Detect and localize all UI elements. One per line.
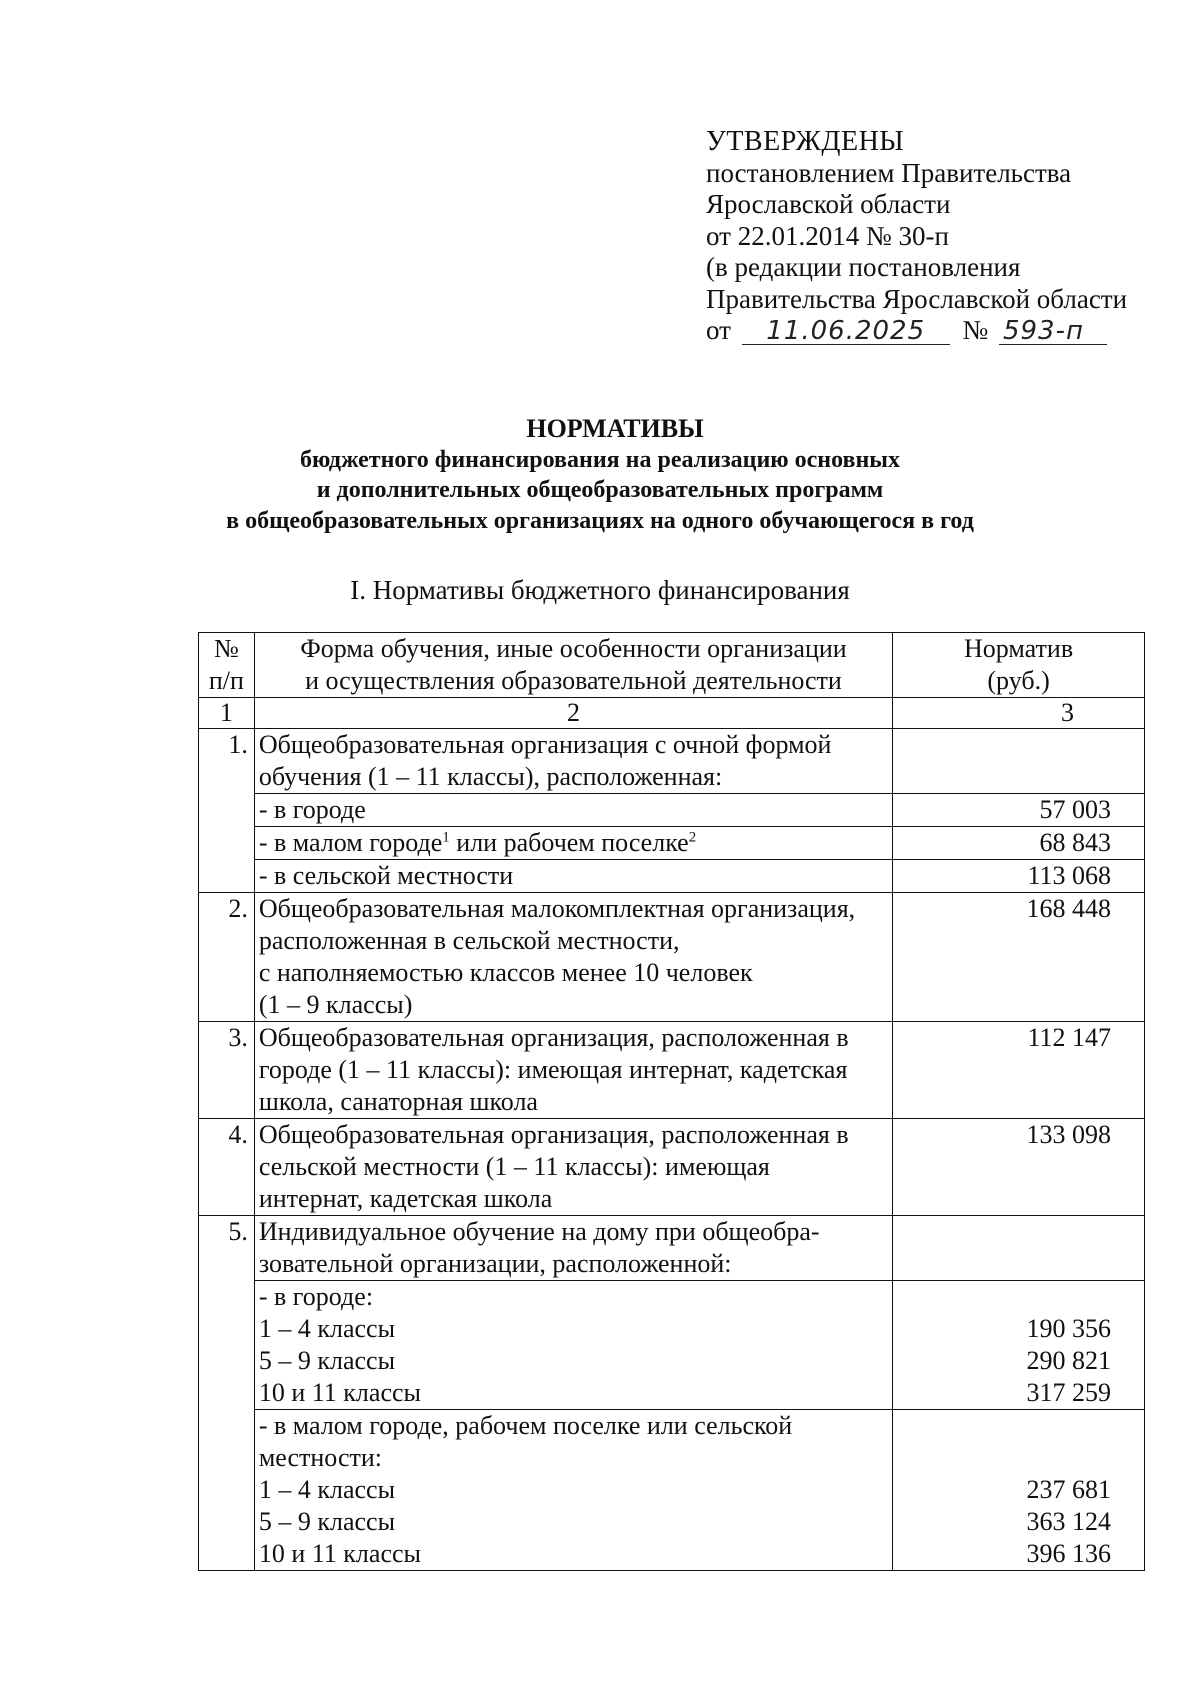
header-text: (руб.) <box>987 666 1050 695</box>
approval-line: Правительства Ярославской области <box>706 283 1128 314</box>
value-spacer <box>897 1410 1111 1442</box>
row-number-text: 4. <box>228 1120 248 1149</box>
row-text: - в городе <box>254 794 892 827</box>
footnote-mark: 2 <box>688 829 697 846</box>
header-form <box>254 633 892 698</box>
header-text: и осуществления образовательной деятельности <box>305 666 842 695</box>
row-value: 113 068 <box>893 860 1145 893</box>
row-text <box>254 1022 892 1119</box>
column-number: 1 <box>199 698 255 729</box>
row-text-line: школа, санаторная школа <box>258 1087 538 1116</box>
value-spacer <box>897 1442 1111 1474</box>
row-text-line: Общеобразовательная малокомплектная организация, <box>258 894 856 923</box>
row-value: 112 147 <box>893 1022 1145 1119</box>
row-text-line: Индивидуальное обучение на дому при общеобра- <box>258 1217 820 1246</box>
table-row <box>199 827 1145 860</box>
row-value <box>893 1410 1145 1571</box>
table-row <box>199 860 1145 893</box>
row-text-line: 10 и 11 классы <box>258 1378 421 1407</box>
heading-title: НОРМАТИВЫ <box>526 414 704 443</box>
row-text <box>254 1410 892 1571</box>
footnote-mark: 1 <box>442 829 450 846</box>
header-number <box>199 633 255 698</box>
table-row <box>199 794 1145 827</box>
column-number: 2 <box>254 698 892 729</box>
column-number-row <box>199 698 1145 729</box>
column-number: 3 <box>893 698 1145 729</box>
row-value-line: 290 821 <box>1026 1346 1111 1375</box>
date-prefix: от <box>706 315 731 345</box>
handwritten-number: 593-п <box>999 318 1107 345</box>
row-number <box>199 1119 255 1216</box>
row-number <box>199 1022 255 1119</box>
row-text-part: - в малом городе <box>258 828 443 857</box>
header-norm <box>893 633 1145 698</box>
row-text-line: зовательной организации, расположенной: <box>258 1249 732 1278</box>
row-text <box>254 729 892 794</box>
table-row <box>199 1216 1145 1281</box>
approval-line: Ярославской области <box>706 189 951 219</box>
row-value <box>893 1216 1145 1281</box>
row-value-line: 317 259 <box>1026 1378 1111 1407</box>
approval-block <box>706 126 1127 347</box>
handwritten-date: 11.06.2025 <box>742 318 950 345</box>
row-number <box>199 1216 255 1571</box>
row-number <box>199 729 255 893</box>
approval-date-line <box>706 315 1127 347</box>
row-text-line: 5 – 9 классы <box>258 1507 396 1536</box>
row-value-line: 190 356 <box>1026 1314 1111 1343</box>
row-text-line: 1 – 4 классы <box>258 1475 396 1504</box>
norms-table <box>198 632 1145 1571</box>
row-text-line: 10 и 11 классы <box>258 1539 421 1568</box>
row-text-line: - в городе: <box>258 1282 374 1311</box>
table-row <box>199 1022 1145 1119</box>
number-prefix: № <box>962 315 989 345</box>
value-spacer <box>897 1281 1111 1313</box>
table-row <box>199 729 1145 794</box>
row-text-line: сельской местности (1 – 11 классы): имеющая <box>258 1152 770 1181</box>
approval-line: от 22.01.2014 № 30-п <box>706 220 949 251</box>
row-text-line: 5 – 9 классы <box>258 1346 396 1375</box>
table-row <box>199 1281 1145 1410</box>
row-value-line: 363 124 <box>1026 1507 1111 1536</box>
row-text-line: (1 – 9 классы) <box>258 990 413 1019</box>
table-header-row <box>199 633 1145 698</box>
row-text-line: с наполняемостью классов менее 10 человек <box>258 958 753 987</box>
row-value: 68 843 <box>893 827 1145 860</box>
approval-line: постановлением Правительства <box>706 157 1072 188</box>
row-text-line: - в малом городе, рабочем поселке или сельской <box>258 1411 793 1440</box>
row-value-line: 237 681 <box>1026 1475 1111 1504</box>
row-text-line: Общеобразовательная организация, расположенная в <box>258 1023 849 1052</box>
table-row <box>199 1410 1145 1571</box>
row-value: 57 003 <box>893 794 1145 827</box>
row-text-line: обучения (1 – 11 классы), расположенная: <box>258 762 723 791</box>
row-value <box>893 729 1145 794</box>
row-text <box>254 1281 892 1410</box>
row-number-text: 2. <box>228 894 248 923</box>
table-row <box>199 893 1145 1022</box>
row-text: - в сельской местности <box>254 860 892 893</box>
heading-line: бюджетного финансирования на реализацию основных <box>299 446 901 473</box>
row-text-line: 1 – 4 классы <box>258 1314 396 1343</box>
heading-line: в общеобразовательных организациях на одного обучающегося в год <box>226 507 974 534</box>
row-text <box>254 893 892 1022</box>
row-text <box>254 827 892 860</box>
row-value <box>893 1281 1145 1410</box>
row-text-line: интернат, кадетская школа <box>258 1184 553 1213</box>
approval-title: УТВЕРЖДЕНЫ <box>706 126 905 157</box>
row-text-line: Общеобразовательная организация, расположенная в <box>258 1120 849 1149</box>
header-text: № <box>214 634 239 663</box>
row-text <box>254 1119 892 1216</box>
section-title: I. Нормативы бюджетного финансирования <box>350 575 850 605</box>
header-text: Норматив <box>964 634 1074 663</box>
row-text-line: Общеобразовательная организация с очной формой <box>258 730 832 759</box>
row-text-line: местности: <box>258 1443 382 1472</box>
row-text-line: городе (1 – 11 классы): имеющая интернат, кадетская <box>258 1055 848 1084</box>
row-text-line: расположенная в сельской местности, <box>258 926 680 955</box>
row-text-part: или рабочем поселке <box>449 828 689 857</box>
heading-line: и дополнительных общеобразовательных программ <box>316 477 884 503</box>
header-text: п/п <box>208 666 244 695</box>
approval-line: (в редакции постановления <box>706 252 1021 282</box>
row-value: 168 448 <box>893 893 1145 1022</box>
row-number <box>199 893 255 1022</box>
row-value: 133 098 <box>893 1119 1145 1216</box>
document-heading <box>0 414 1200 536</box>
row-text <box>254 1216 892 1281</box>
row-number-text: 1. <box>228 730 248 759</box>
table-row <box>199 1119 1145 1216</box>
header-text: Форма обучения, иные особенности организации <box>300 634 847 663</box>
row-value-line: 396 136 <box>1026 1539 1111 1568</box>
row-number-text: 5. <box>228 1217 248 1246</box>
row-number-text: 3. <box>228 1023 248 1052</box>
